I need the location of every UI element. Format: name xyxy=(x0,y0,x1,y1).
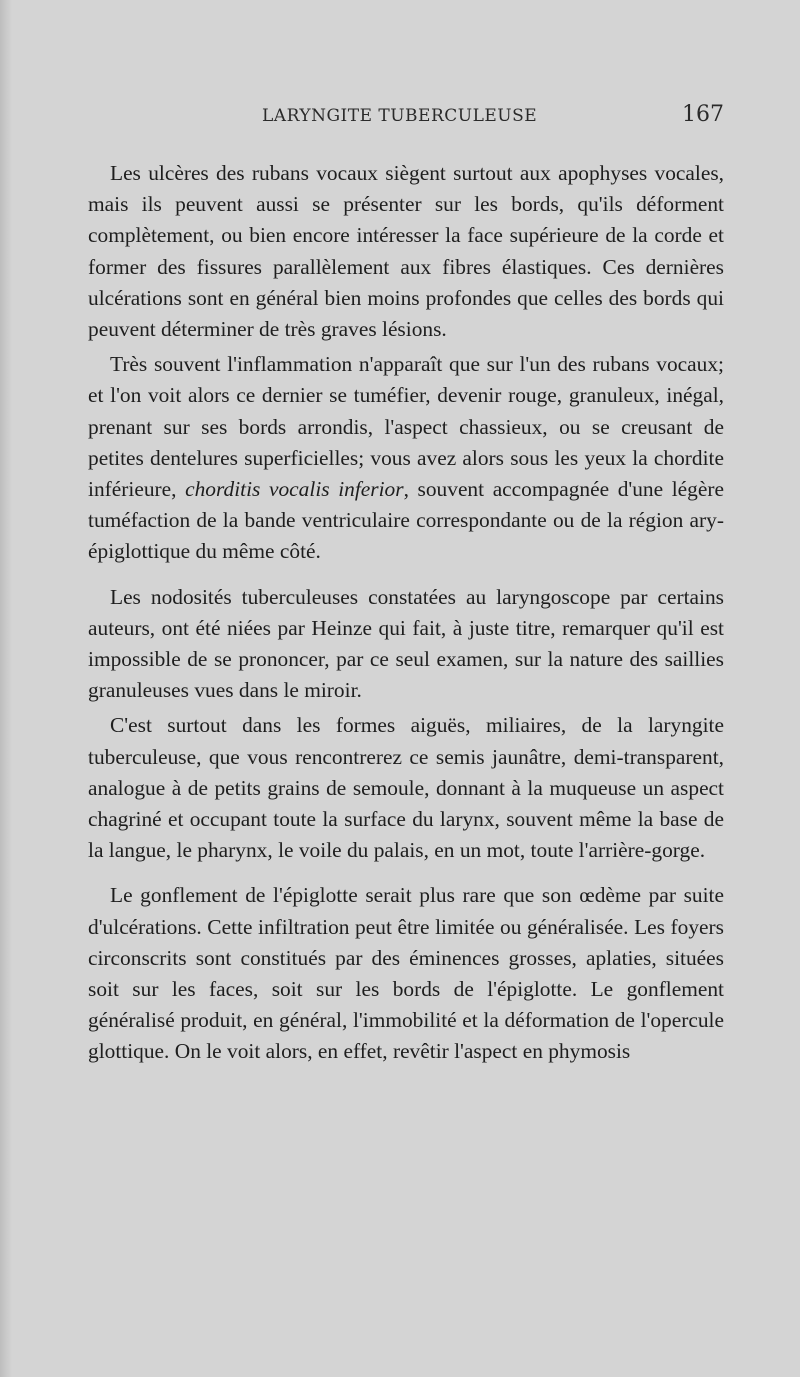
latin-term: chorditis vocalis inferior xyxy=(185,477,404,502)
paragraph-text: Les nodosités tuberculeuses constatées au laryngoscope par certains auteurs, ont été niées par Heinze qui fait, à juste titre, remarquer qu'il est impossible de se prononcer, par ce seul examen, sur la nature des saillies granuleuses vues dans le miroir. xyxy=(88,584,724,703)
paragraph-inflammation xyxy=(88,349,724,567)
paragraph-ulceres xyxy=(88,158,724,345)
paragraph-text: C'est surtout dans les formes aiguës, miliaires, de la laryngite tuberculeuse, que vous rencontrerez ce semis jaunâtre, demi-transparent, analogue à de petits grains de semoule, donnant à la muqueuse un aspect chagriné et occupant toute la surface du larynx, souvent même la base de la langue, le pharynx, le voile du palais, en un mot, toute l'arrière-gorge. xyxy=(88,713,724,863)
paragraph-text: Les ulcères des rubans vocaux siègent surtout aux apophyses vocales, mais ils peuvent aussi se présenter sur les bords, qu'ils déforment complètement, ou bien encore intéresser la face supérieure de la corde et former des fissures parallèlement aux fibres élastiques. Ces dernières ulcérations sont en général bien moins profondes que celles des bords qui peuvent déterminer de très graves lésions. xyxy=(88,161,724,342)
paragraph-formes-aigues xyxy=(88,710,724,866)
paragraph-nodosites xyxy=(88,582,724,707)
paragraph-gonflement xyxy=(88,880,724,1067)
paragraph-text-continued: , souvent accompagnée d'une légère tuméfaction de la bande ventriculaire correspondante ou de la région ary-épiglottique du même côté. xyxy=(88,477,724,564)
body-text xyxy=(88,158,724,1068)
page-header xyxy=(88,102,724,132)
running-title: LARYNGITE TUBERCULEUSE xyxy=(262,106,538,126)
paragraph-text: Très souvent l'inflammation n'apparaît que sur l'un des rubans vocaux; et l'on voit alors ce dernier se tuméfier, devenir rouge, granuleux, inégal, prenant sur ses bords arrondis, l'aspect chassieux, ou se creusant de petites dentelures superficielles; vous avez alors sous les yeux la chordite inférieure, xyxy=(88,352,724,502)
paragraph-text: Le gonflement de l'épiglotte serait plus rare que son œdème par suite d'ulcérations. Cette infiltration peut être limitée ou généralisée. Les foyers circonscrits sont constitués par des éminences grosses, aplaties, situées soit sur les faces, soit sur les bords de l'épiglotte. Le gonflement généralisé produit, en général, l'immobilité et la déformation de l'opercule glottique. On le voit alors, en effet, revêtir l'aspect en phymosis xyxy=(88,883,724,1064)
page-number: 167 xyxy=(682,102,724,127)
